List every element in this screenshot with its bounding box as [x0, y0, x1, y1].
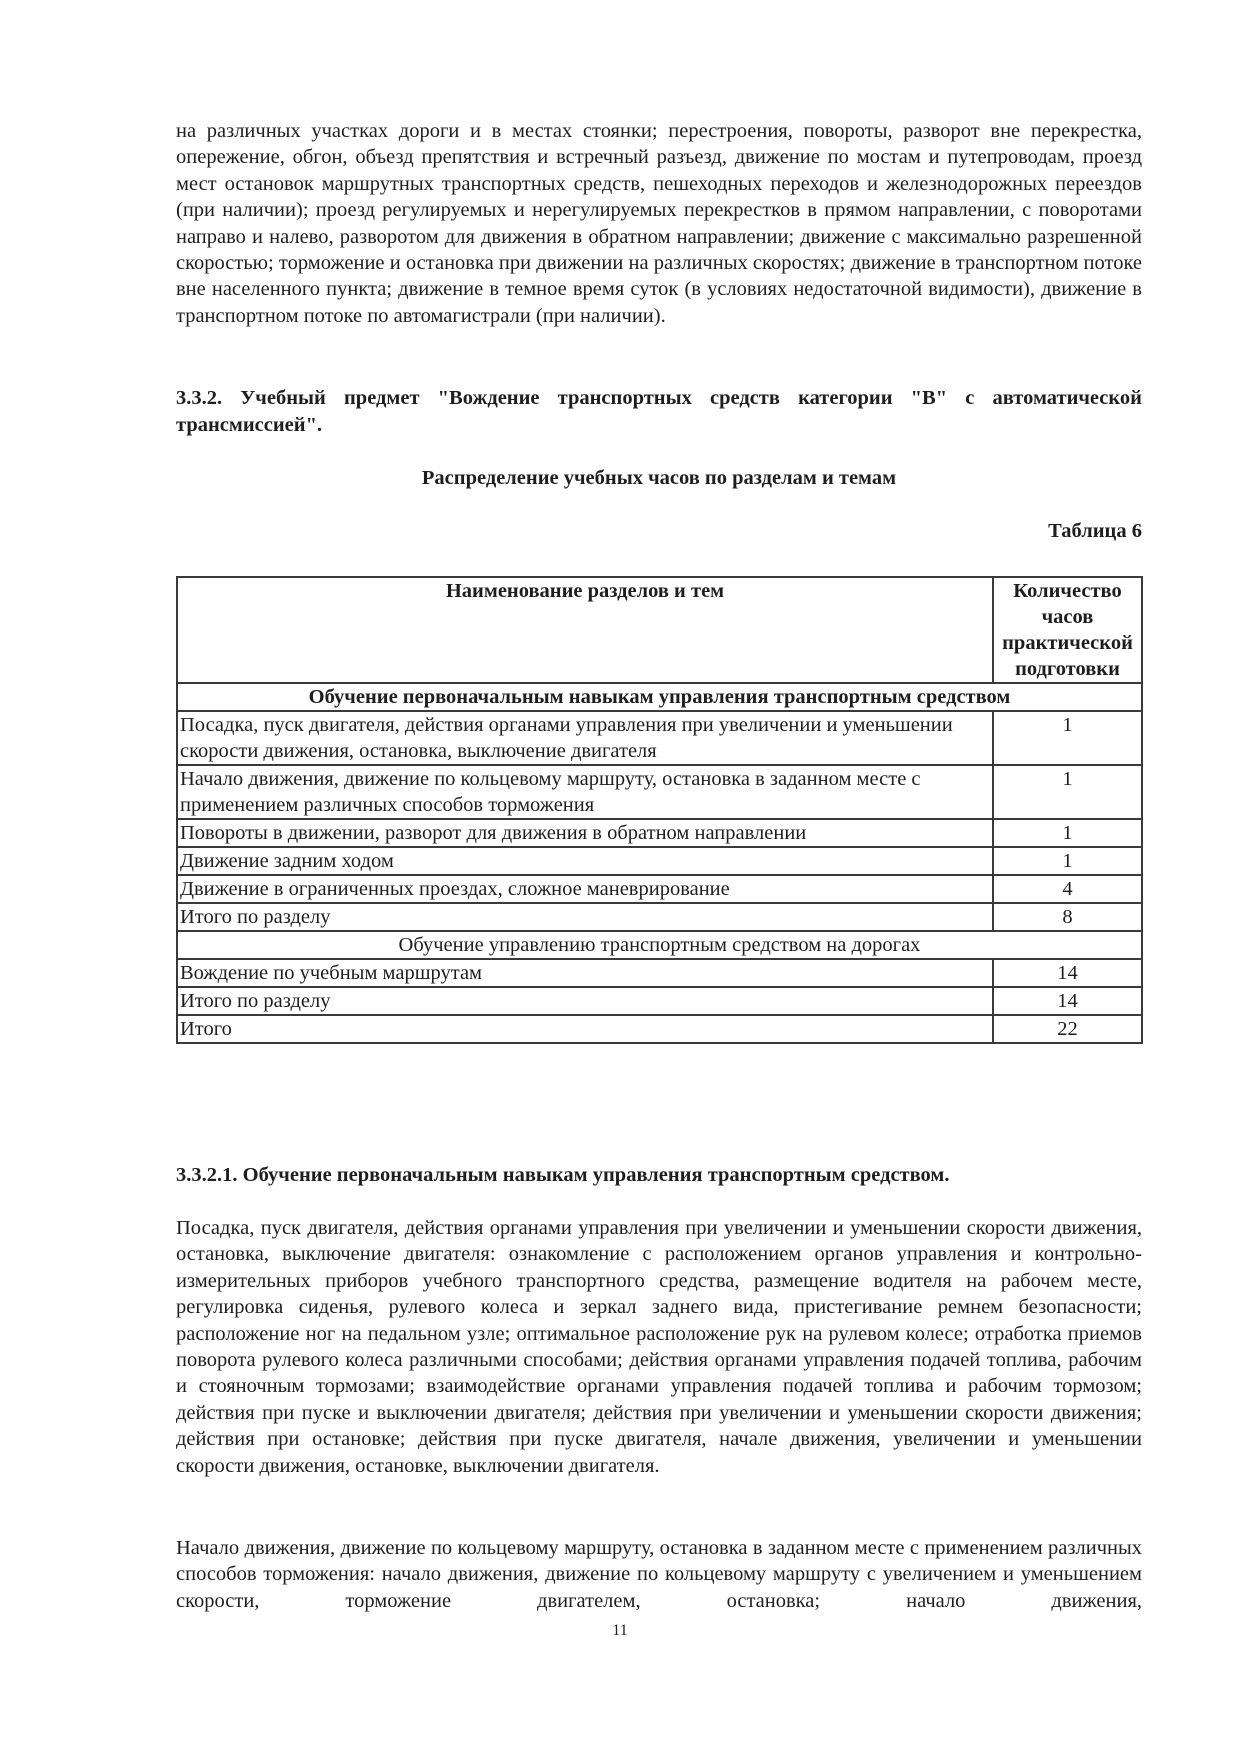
- paragraph-2: Начало движения, движение по кольцевому маршруту, остановка в заданном месте с применением различных способов торможения: начало движения, движение по кольцевому маршруту с увеличением и уменьшением скорости, торможение двигателем, остановка; начало движения,: [176, 1537, 1142, 1612]
- table-caption: Таблица 6: [1048, 520, 1142, 542]
- topic-hours: 1: [993, 711, 1142, 765]
- section-title: Обучение управлению транспортным средством на дорогах: [177, 931, 1142, 959]
- topic-hours: 14: [993, 959, 1142, 987]
- topic-name: Движение в ограниченных проездах, сложное маневрирование: [177, 875, 993, 903]
- subsection-heading-block: [176, 1162, 1142, 1189]
- subtotal-hours: 14: [993, 987, 1142, 1015]
- topic-name: Повороты в движении, разворот для движения в обратном направлении: [177, 819, 993, 847]
- intro-block: [176, 118, 1142, 329]
- hours-table: [176, 576, 1143, 1044]
- topic-name: Вождение по учебным маршрутам: [177, 959, 993, 987]
- paragraph-1: Посадка, пуск двигателя, действия органами управления при увеличении и уменьшении скорости движения, остановка, выключение двигателя: ознакомление с расположением органов управления и контрольно-измерительных приборов учебного транспортного средства, размещение водителя на рабочем месте, регулировка сиденья, рулевого колеса и зеркал заднего вида, пристегивание ремнем безопасности; расположение ног на педальном узле; оптимальное расположение рук на рулевом колесе; отработка приемов поворота рулевого колеса различными способами; действия органами управления подачей топлива, рабочим и стояночным тормозами; взаимодействие органами управления подачей топлива и рабочим тормозом; действия при пуске и выключении двигателя; действия при увеличении и уменьшении скорости движения; действия при остановке; действия при пуске двигателя, начале движения, увеличении и уменьшении скорости движения, остановке, выключении двигателя.: [176, 1217, 1142, 1477]
- topic-name: Посадка, пуск двигателя, действия органами управления при увеличении и уменьшении скорости движения, остановка, выключение двигателя: [177, 711, 993, 765]
- distribution-title: Распределение учебных часов по разделам и темам: [421, 467, 897, 489]
- subtotal-hours: 8: [993, 903, 1142, 931]
- table-row: [177, 875, 1142, 903]
- section-subtotal-row: [177, 903, 1142, 931]
- section-subtotal-row: [177, 987, 1142, 1015]
- section-heading-block: [176, 385, 1142, 439]
- intro-paragraph: на различных участках дороги и в местах стоянки; перестроения, повороты, разворот вне перекрестка, опережение, обгон, объезд препятствия и встречный разъезд, движение по мостам и путепроводам, проезд мест остановок маршрутных транспортных средств, пешеходных переходов и железнодорожных переездов (при наличии); проезд регулируемых и нерегулируемых перекрестков в прямом направлении, с поворотами направо и налево, разворотом для движения в обратном направлении; движение с максимально разрешенной скоростью; торможение и остановка при движении на различных скоростях; движение в транспортном потоке вне населенного пункта; движение в темное время суток (в условиях недостаточной видимости), движение в транспортном потоке по автомагистрали (при наличии).: [176, 120, 1142, 327]
- table-row: [177, 765, 1142, 819]
- paragraph-1-block: [176, 1215, 1142, 1479]
- topic-hours: 1: [993, 847, 1142, 875]
- total-row: [177, 1015, 1142, 1043]
- total-label: Итого: [177, 1015, 993, 1043]
- subtotal-label: Итого по разделу: [177, 987, 993, 1015]
- subtotal-label: Итого по разделу: [177, 903, 993, 931]
- section-row: [177, 931, 1142, 959]
- subsection-heading: 3.3.2.1. Обучение первоначальным навыкам управления транспортным средством.: [176, 1164, 950, 1186]
- table-row: [177, 819, 1142, 847]
- column-header-name: Наименование разделов и тем: [177, 577, 993, 683]
- topic-name: Движение задним ходом: [177, 847, 993, 875]
- paragraph-2-block: [176, 1535, 1142, 1614]
- topic-hours: 1: [993, 765, 1142, 819]
- topic-hours: 1: [993, 819, 1142, 847]
- page-number: 11: [612, 1622, 628, 1639]
- table-row: [177, 847, 1142, 875]
- table-header-row: [177, 577, 1142, 683]
- section-heading: 3.3.2. Учебный предмет "Вождение транспортных средств категории "B" с автоматической трансмиссией".: [176, 387, 1142, 436]
- table-row: [177, 959, 1142, 987]
- column-header-hours: Количество часов практической подготовки: [993, 577, 1142, 683]
- section-row: [177, 683, 1142, 711]
- topic-hours: 4: [993, 875, 1142, 903]
- section-title: Обучение первоначальным навыкам управления транспортным средством: [177, 683, 1142, 711]
- total-hours: 22: [993, 1015, 1142, 1043]
- table-row: [177, 711, 1142, 765]
- topic-name: Начало движения, движение по кольцевому маршруту, остановка в заданном месте с применением различных способов торможения: [177, 765, 993, 819]
